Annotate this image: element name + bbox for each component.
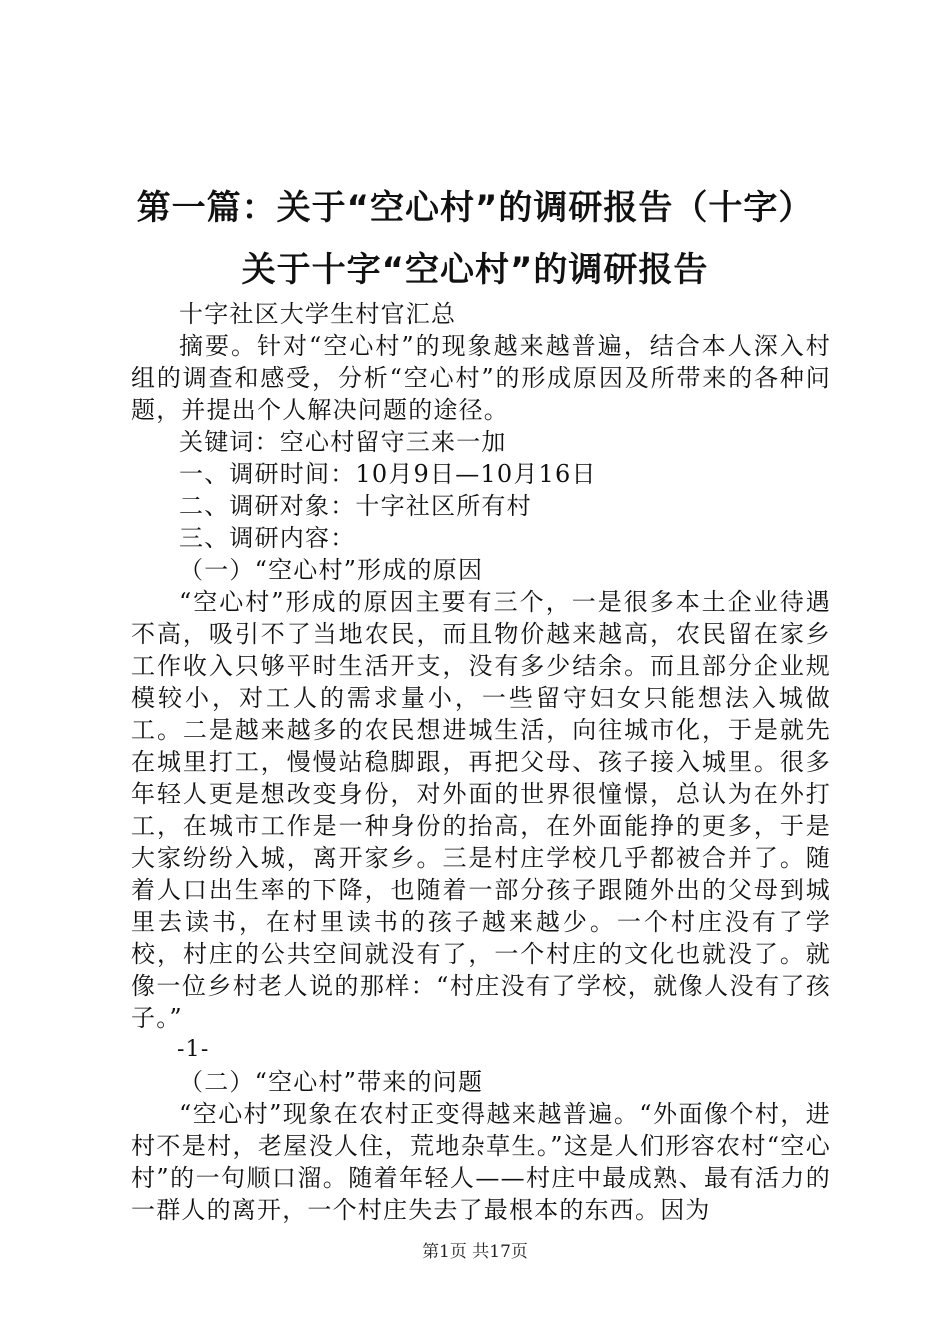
body-paragraph-problems: “空心村”现象在农村正变得越来越普遍。“外面像个村，进村不是村，老屋没人住，荒地杂草生。”这是人们形容农村“空心村”的一句顺口溜。随着年轻人——村庄中最成熟、最有活力的一群人的离开，一个村庄失去了最根本的东西。因为 — [131, 1100, 831, 1224]
document-body — [131, 298, 831, 1226]
abstract-paragraph: 摘要。针对“空心村”的现象越来越普遍，结合本人深入村组的调查和感受，分析“空心村”的形成原因及所带来的各种问题，并提出个人解决问题的途径。 — [131, 332, 831, 424]
subsection-heading-causes: （一）“空心村”形成的原因 — [179, 556, 484, 584]
document-subtitle: 关于十字“空心村”的调研报告 — [241, 250, 709, 290]
page-footer: 第1页 共17页 — [422, 1242, 528, 1262]
inline-page-number: -1- — [177, 1037, 210, 1062]
keywords-line: 关键词：空心村留守三来一加 — [179, 428, 507, 456]
section-heading-object: 二、调研对象：十字社区所有村 — [179, 492, 532, 520]
body-paragraph-causes: “空心村”形成的原因主要有三个，一是很多本土企业待遇不高，吸引不了当地农民，而且物价越来越高，农民留在家乡工作收入只够平时生活开支，没有多少结余。而且部分企业规模较小，对工人的需求量小，一些留守妇女只能想法入城做工。二是越来越多的农民想进城生活，向往城市化，于是就先在城里打工，慢慢站稳脚跟，再把父母、孩子接入城里。很多年轻人更是想改变身份，对外面的世界很憧憬，总认为在外打工，在城市工作是一种身份的抬高，在外面能挣的更多，于是大家纷纷入城，离开家乡。三是村庄学校几乎都被合并了。随着人口出生率的下降，也随着一部分孩子跟随外出的父母到城里去读书，在村里读书的孩子越来越少。一个村庄没有了学校，村庄的公共空间就没有了，一个村庄的文化也就没了。就像一位乡村老人说的那样：“村庄没有了学校，就像人没有了孩子。” — [131, 588, 831, 1032]
subsection-heading-problems: （二）“空心村”带来的问题 — [179, 1068, 484, 1096]
section-heading-time: 一、调研时间：10月9日—10月16日 — [179, 460, 597, 488]
document-title: 第一篇：关于“空心村”的调研报告（十字） — [136, 188, 814, 228]
section-heading-content: 三、调研内容： — [179, 524, 356, 552]
author-line: 十字社区大学生村官汇总 — [179, 300, 457, 328]
